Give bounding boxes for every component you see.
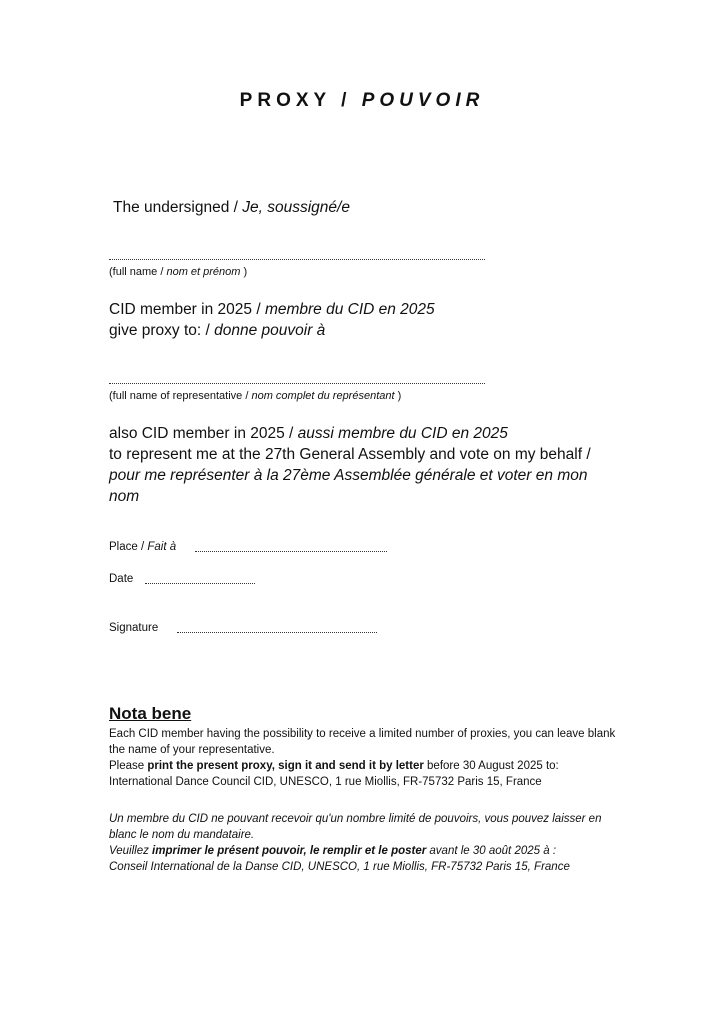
representative-name-field[interactable] (109, 383, 485, 384)
represent-en: to represent me at the 27th General Assembly and vote on my behalf / (109, 446, 591, 463)
nota-bene-en: Each CID member having the possibility to receive a limited number of proxies, you can leave blank the name of your representative. Please print the present proxy, sign it and send it by letter before 30 August 2025 to: International Dance Council CID, UNESCO, 1 rue Miollis, FR-75732 Paris 15, France (109, 728, 616, 788)
page-title: PROXY / POUVOIR (239, 90, 485, 111)
undersigned-label: The undersigned / Je, soussigné/e (113, 199, 350, 216)
represent-fr-cont: nom (109, 488, 140, 505)
represent-fr: pour me représenter à la 27ème Assemblée générale et voter en mon (109, 467, 588, 484)
representative-name-hint: (full name of representative / nom complet du représentant ) (109, 390, 402, 402)
nota-bene-title: Nota bene (109, 704, 192, 723)
signature-label: Signature (109, 622, 159, 634)
place-field[interactable] (195, 551, 387, 552)
date-field[interactable] (145, 583, 255, 584)
full-name-hint: (full name / nom et prénom ) (109, 266, 248, 278)
also-member-line: also CID member in 2025 / aussi membre du CID en 2025 (109, 425, 508, 442)
date-label: Date (109, 573, 134, 585)
place-label: Place / Fait à (109, 541, 177, 553)
proxy-line: give proxy to: / donne pouvoir à (109, 322, 326, 339)
nota-bene-fr: Un membre du CID ne pouvant recevoir qu'un nombre limité de pouvoirs, vous pouvez laisser en blanc le nom du mandataire. Veuillez imprimer le présent pouvoir, le remplir et le poster avant le 30 août 2025 à : Conseil International de la Danse CID, UNESCO, 1 rue Miollis, FR-75732 Paris 15, France (109, 813, 602, 873)
full-name-field[interactable] (109, 259, 485, 260)
signature-field[interactable] (177, 632, 377, 633)
member-line: CID member in 2025 / membre du CID en 2025 (109, 301, 435, 318)
